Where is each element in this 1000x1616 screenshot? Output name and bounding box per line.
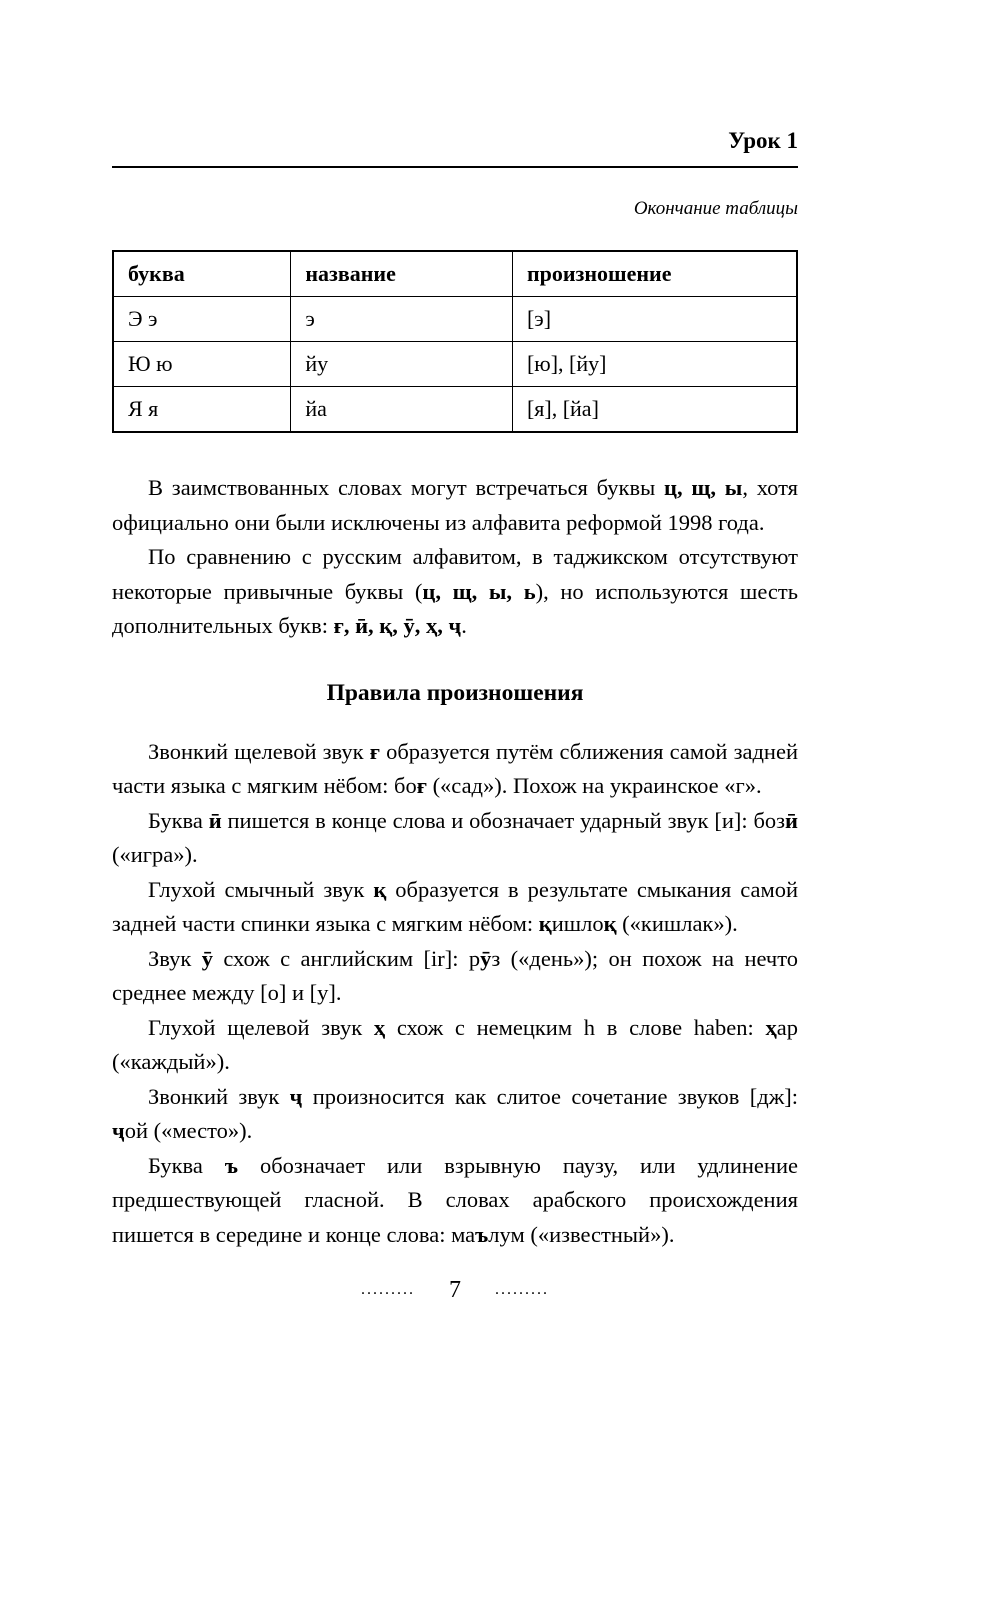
rules-paragraphs: [112, 735, 798, 1253]
text: Звонкий щелевой звук: [148, 738, 370, 764]
paragraph: [112, 1149, 798, 1253]
text: ар («каждый»).: [112, 1014, 798, 1074]
page-number: 7: [449, 1277, 461, 1303]
bold-text: ғ, ӣ, қ, ӯ, ҳ, ҷ: [333, 613, 462, 638]
bold-text: ғ: [369, 738, 380, 764]
bold-text: ц, щ, ы, ь: [422, 578, 536, 604]
table-caption: Окончание таблицы: [633, 198, 798, 219]
text: Буква: [148, 1152, 225, 1178]
text: Звонкий звук: [148, 1083, 290, 1109]
table-cell: Э э: [113, 297, 291, 342]
text: ой («место»).: [124, 1118, 253, 1143]
section-heading: Правила произношения: [326, 679, 584, 706]
table-cell: Ю ю: [113, 342, 291, 387]
intro-paragraphs: [112, 471, 798, 644]
bold-text: ҷ: [112, 1118, 125, 1143]
bold-text: ц, щ, ы: [663, 475, 743, 500]
table-row: [113, 297, 797, 342]
text: В заимствованных словах могут встречаться буквы: [148, 475, 664, 500]
text: лум («известный»).: [488, 1221, 675, 1247]
table-header-cell: произношение: [512, 251, 797, 297]
table-cell: [ю], [йу]: [512, 342, 797, 387]
text: Буква: [148, 807, 209, 833]
text: Звук: [148, 945, 202, 971]
table-cell: [э]: [512, 297, 797, 342]
text: схож с английским [ir]: р: [212, 945, 481, 971]
text: ), но используются шесть дополнительных букв:: [112, 578, 798, 638]
page-content: [112, 128, 798, 1304]
text: образуется путём сближения самой задней части языка с мягким нёбом: бо: [112, 738, 798, 798]
paragraph: [112, 1080, 798, 1149]
alphabet-table: [112, 250, 798, 433]
table-header-row: [113, 251, 797, 297]
page-footer: [112, 1276, 798, 1304]
table-cell: э: [291, 297, 513, 342]
bold-text: ӣ: [785, 807, 798, 833]
table-row: [113, 387, 797, 433]
bold-text: ъ: [224, 1152, 238, 1178]
text: Глухой щелевой звук: [148, 1014, 374, 1040]
bold-text: ъ: [475, 1221, 489, 1247]
paragraph: [112, 1011, 798, 1080]
table-header-cell: буква: [113, 251, 291, 297]
text: («игра»).: [112, 842, 198, 867]
text: образуется в результате смыкания самой задней части спинки языка с мягким нёбом:: [112, 876, 798, 936]
page-header: [112, 128, 798, 154]
table-body: [113, 297, 797, 433]
text: ишло: [551, 911, 604, 936]
table-cell: Я я: [113, 387, 291, 433]
table-cell: йа: [291, 387, 513, 433]
bold-text: ӯ: [480, 945, 492, 971]
table-header-cell: название: [291, 251, 513, 297]
bold-text: ӯ: [201, 945, 213, 971]
paragraph: [112, 540, 798, 644]
text: («кишлак»).: [616, 911, 738, 936]
bold-text: қ: [538, 911, 552, 936]
footer-dots-left: .........: [361, 1281, 415, 1298]
paragraph: [112, 735, 798, 804]
bold-text: қ: [603, 911, 617, 936]
text: обозначает или взрывную паузу, или удлинение предшествующей гласной. В словах арабского происхождения пишется в середине и конце слова: ма: [112, 1152, 798, 1247]
table-cell: [я], [йа]: [512, 387, 797, 433]
text: пишется в конце слова и обозначает ударный звук [и]: боз: [221, 807, 786, 833]
text: По сравнению с русским алфавитом, в таджикском отсутствуют некоторые привычные буквы (: [112, 544, 798, 604]
bold-text: ҷ: [289, 1083, 303, 1109]
lesson-title: Урок 1: [728, 128, 798, 153]
bold-text: қ: [373, 876, 387, 902]
bold-text: ҳ: [765, 1014, 777, 1040]
text: («сад»). Похож на украинское «г».: [426, 773, 762, 798]
bold-text: ғ: [416, 773, 427, 798]
text: произносится как слитое сочетание звуков [дж]:: [302, 1083, 798, 1109]
text: Глухой смычный звук: [148, 876, 374, 902]
paragraph: [112, 873, 798, 942]
paragraph: [112, 942, 798, 1011]
table-cell: йу: [291, 342, 513, 387]
header-rule: [112, 166, 798, 168]
paragraph: [112, 804, 798, 873]
paragraph: [112, 471, 798, 540]
text: , хотя официально они были исключены из алфавита реформой 1998 года.: [112, 475, 799, 535]
text: з («день»); он похож на нечто среднее между [о] и [у].: [112, 945, 799, 1005]
bold-text: ҳ: [373, 1014, 386, 1040]
table-row: [113, 342, 797, 387]
footer-dots-right: .........: [495, 1281, 549, 1298]
text: .: [461, 613, 467, 638]
text: схож с немецким h в слове haben:: [385, 1014, 766, 1040]
bold-text: ӣ: [208, 807, 222, 833]
